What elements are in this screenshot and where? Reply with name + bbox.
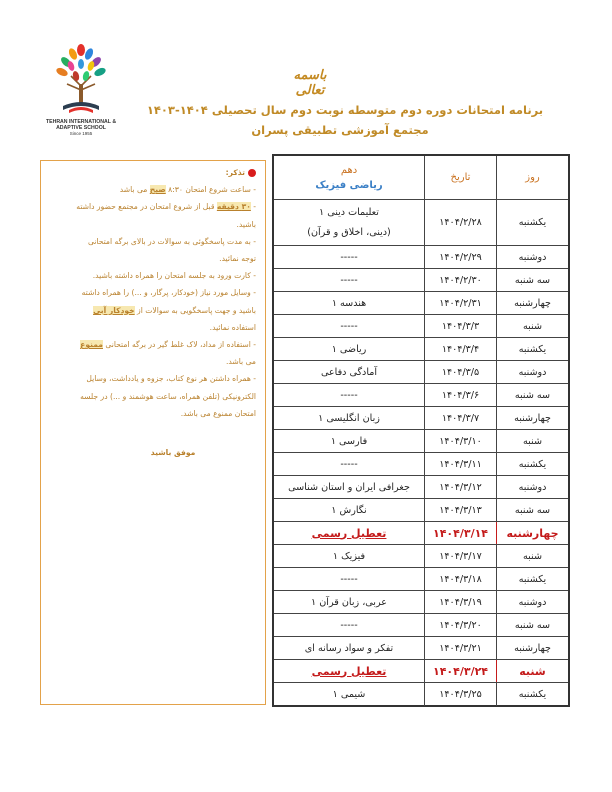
date-cell: ۱۴۰۴/۲/۳۱ (424, 292, 496, 314)
date-cell: ۱۴۰۴/۳/۲۱ (424, 637, 496, 659)
subject-cell (274, 522, 424, 544)
day-cell: دوشنبه (496, 591, 568, 613)
subject-text: آمادگی دفاعی (320, 366, 378, 378)
subject-cell (274, 384, 424, 406)
date-cell: ۱۴۰۴/۳/۲۴ (424, 660, 496, 682)
table-row (274, 545, 568, 568)
date-cell: ۱۴۰۴/۳/۱۹ (424, 591, 496, 613)
note-text: می باشد (119, 185, 150, 195)
day-cell: یکشنبه (496, 568, 568, 590)
date-cell: ۱۴۰۴/۳/۱۲ (424, 476, 496, 498)
notes-box (40, 160, 266, 705)
date-cell: ۱۴۰۴/۲/۳۰ (424, 269, 496, 291)
subject-text: تعطیل رسمی (311, 526, 387, 540)
day-cell: سه شنبه (496, 614, 568, 636)
subject-text: ----- (340, 251, 358, 263)
day-cell: دوشنبه (496, 361, 568, 383)
note-line (50, 284, 256, 301)
table-row (274, 499, 568, 522)
note-line (50, 319, 256, 336)
subject-cell (274, 200, 424, 245)
note-text: امتحان ممنوع می باشد. (180, 408, 256, 418)
holiday-row (274, 660, 568, 683)
day-cell: سه شنبه (496, 384, 568, 406)
subject-text: زبان انگلیسی ۱ (318, 412, 380, 424)
note-text: توجه نمائید. (219, 254, 256, 264)
red-bullet-icon (248, 169, 256, 177)
subject-detail-text: (دینی، اخلاق و قرآن) (307, 226, 391, 238)
day-cell: چهارشنبه (496, 407, 568, 429)
note-text: - کارت ورود به جلسه امتحان را همراه داشته باشید. (92, 271, 256, 281)
header-day: روز (496, 156, 568, 199)
note-line (50, 370, 256, 387)
holiday-row (274, 522, 568, 545)
note-line (50, 181, 256, 198)
note-line (50, 216, 256, 233)
table-row (274, 269, 568, 292)
note-line (50, 250, 256, 267)
subject-text: جغرافی ایران و استان شناسی (288, 481, 410, 493)
subject-cell (274, 476, 424, 498)
exam-schedule-table (272, 154, 570, 707)
school-since: Since 1955 (69, 131, 93, 136)
date-cell: ۱۴۰۴/۳/۳ (424, 315, 496, 337)
day-cell: یکشنبه (496, 683, 568, 706)
subject-cell (274, 591, 424, 613)
note-line (50, 353, 256, 370)
note-text: - به مدت پاسخگوئی به سوالات در بالای برگه امتحانی (87, 236, 256, 246)
table-row (274, 476, 568, 499)
subject-text: فارسی ۱ (330, 435, 368, 447)
table-row (274, 384, 568, 407)
date-cell: ۱۴۰۴/۳/۶ (424, 384, 496, 406)
bismillah-heading: باسمه تعالی (293, 68, 327, 98)
note-highlight: صبح (149, 185, 166, 195)
closing-text: موفق باشید (150, 448, 196, 458)
date-cell: ۱۴۰۴/۳/۷ (424, 407, 496, 429)
school-name: TEHRAN INTERNATIONAL & ADAPTIVE SCHOOL (45, 119, 117, 131)
table-row (274, 315, 568, 338)
note-highlight: ممنوع (80, 340, 103, 350)
subject-cell (274, 499, 424, 521)
note-line (50, 267, 256, 284)
day-cell: دوشنبه (496, 246, 568, 268)
subject-text: ریاضی ۱ (331, 343, 367, 355)
header-field: ریاضی فیزیک (315, 179, 383, 191)
subject-text: تفکر و سواد رسانه ای (304, 642, 394, 654)
subject-text: ----- (340, 573, 358, 585)
date-cell: ۱۴۰۴/۳/۲۵ (424, 683, 496, 706)
page-title: برنامه امتحانات دوره دوم متوسطه نوبت دوم سال تحصیلی ۱۴۰۴-۱۴۰۳ (146, 103, 544, 117)
note-text: می باشد. (225, 357, 256, 367)
note-text: - همراه داشتن هر نوع کتاب، جزوه و یادداشت، وسایل (86, 374, 256, 384)
note-line (50, 302, 256, 319)
date-cell: ۱۴۰۴/۳/۱۴ (424, 522, 496, 544)
table-row (274, 292, 568, 315)
table-row (274, 683, 568, 706)
day-cell: سه شنبه (496, 269, 568, 291)
note-text: باشید و جهت پاسخگویی به سوالات از (134, 305, 256, 315)
subject-text: ----- (340, 274, 358, 286)
table-row (274, 453, 568, 476)
table-row (274, 614, 568, 637)
note-text: باشید. (236, 219, 256, 229)
subject-text: نگارش ۱ (331, 504, 367, 516)
day-cell: شنبه (496, 660, 568, 682)
note-line (50, 233, 256, 250)
day-cell: شنبه (496, 315, 568, 337)
header-date: تاریخ (424, 156, 496, 199)
note-highlight: ۳۰ دقیقه (216, 202, 251, 212)
subject-text: ----- (340, 320, 358, 332)
subject-text: شیمی ۱ (332, 689, 366, 700)
header-grade: دهم (340, 164, 358, 176)
notes-heading (50, 164, 256, 181)
date-cell: ۱۴۰۴/۳/۴ (424, 338, 496, 360)
note-line (50, 405, 256, 422)
date-cell: ۱۴۰۴/۳/۱۰ (424, 430, 496, 452)
subject-cell (274, 407, 424, 429)
notes-heading-label: تذکر: (225, 168, 245, 177)
note-text: - ساعت شروع امتحان ۸:۳۰ (165, 185, 256, 195)
date-cell: ۱۴۰۴/۳/۱۱ (424, 453, 496, 475)
header-subject (274, 156, 424, 199)
note-line (50, 198, 256, 215)
table-row (274, 246, 568, 269)
subject-cell (274, 246, 424, 268)
table-row (274, 430, 568, 453)
subject-cell (274, 315, 424, 337)
subject-text: تعلیمات دینی ۱ (319, 206, 379, 218)
note-line (50, 388, 256, 405)
date-cell: ۱۴۰۴/۳/۱۸ (424, 568, 496, 590)
table-row (274, 361, 568, 384)
date-cell: ۱۴۰۴/۳/۱۷ (424, 545, 496, 567)
subject-cell (274, 660, 424, 682)
day-cell: یکشنبه (496, 200, 568, 245)
table-row (274, 407, 568, 430)
day-cell: یکشنبه (496, 453, 568, 475)
subject-text: عربی، زبان قرآن ۱ (311, 596, 387, 608)
school-logo (42, 40, 120, 152)
day-cell: چهارشنبه (496, 292, 568, 314)
subject-text: ----- (340, 389, 358, 401)
note-text: - (250, 202, 256, 212)
subject-cell (274, 430, 424, 452)
note-text: قبل از شروع امتحان در مجتمع حضور داشته (76, 202, 217, 212)
table-row (274, 200, 568, 246)
subject-cell (274, 453, 424, 475)
day-cell: شنبه (496, 545, 568, 567)
subject-cell (274, 269, 424, 291)
table-header-row (274, 156, 568, 200)
day-cell: شنبه (496, 430, 568, 452)
day-cell: دوشنبه (496, 476, 568, 498)
subject-text: فیزیک ۱ (332, 550, 366, 562)
note-text: - استفاده از مداد، لاک غلط گیر در برگه امتحانی (102, 340, 256, 350)
note-text: - وسایل مورد نیاز (خودکار، پرگار، و ...) را همراه داشته (81, 288, 256, 298)
day-cell: یکشنبه (496, 338, 568, 360)
subject-cell (274, 292, 424, 314)
date-cell: ۱۴۰۴/۲/۲۸ (424, 200, 496, 245)
date-cell: ۱۴۰۴/۲/۲۹ (424, 246, 496, 268)
subject-cell (274, 568, 424, 590)
date-cell: ۱۴۰۴/۳/۱۳ (424, 499, 496, 521)
subject-text: ----- (340, 619, 358, 631)
notes-lines (50, 181, 256, 422)
day-cell: چهارشنبه (496, 637, 568, 659)
date-cell: ۱۴۰۴/۳/۲۰ (424, 614, 496, 636)
table-row (274, 591, 568, 614)
table-row (274, 637, 568, 660)
subject-cell (274, 683, 424, 706)
page-subtitle: مجتمع آموزشی تطبیقی پسران (251, 123, 429, 137)
subject-text: تعطیل رسمی (311, 664, 387, 678)
date-cell: ۱۴۰۴/۳/۵ (424, 361, 496, 383)
subject-text: ----- (340, 458, 358, 470)
subject-cell (274, 637, 424, 659)
subject-cell (274, 545, 424, 567)
day-cell: چهارشنبه (496, 522, 568, 544)
table-row (274, 338, 568, 361)
note-text: استفاده نمائید. (209, 322, 256, 332)
table-body (274, 200, 568, 706)
subject-cell (274, 361, 424, 383)
day-cell: سه شنبه (496, 499, 568, 521)
note-text: الکترونیکی (تلفن همراه، ساعت هوشمند و ...) در جلسه (80, 391, 256, 401)
note-highlight: خودکار آبی (93, 305, 135, 315)
table-row (274, 568, 568, 591)
note-line (50, 336, 256, 353)
subject-text: هندسه ۱ (331, 297, 367, 309)
tree-of-hands-logo-icon (49, 40, 113, 118)
subject-cell (274, 614, 424, 636)
subject-cell (274, 338, 424, 360)
